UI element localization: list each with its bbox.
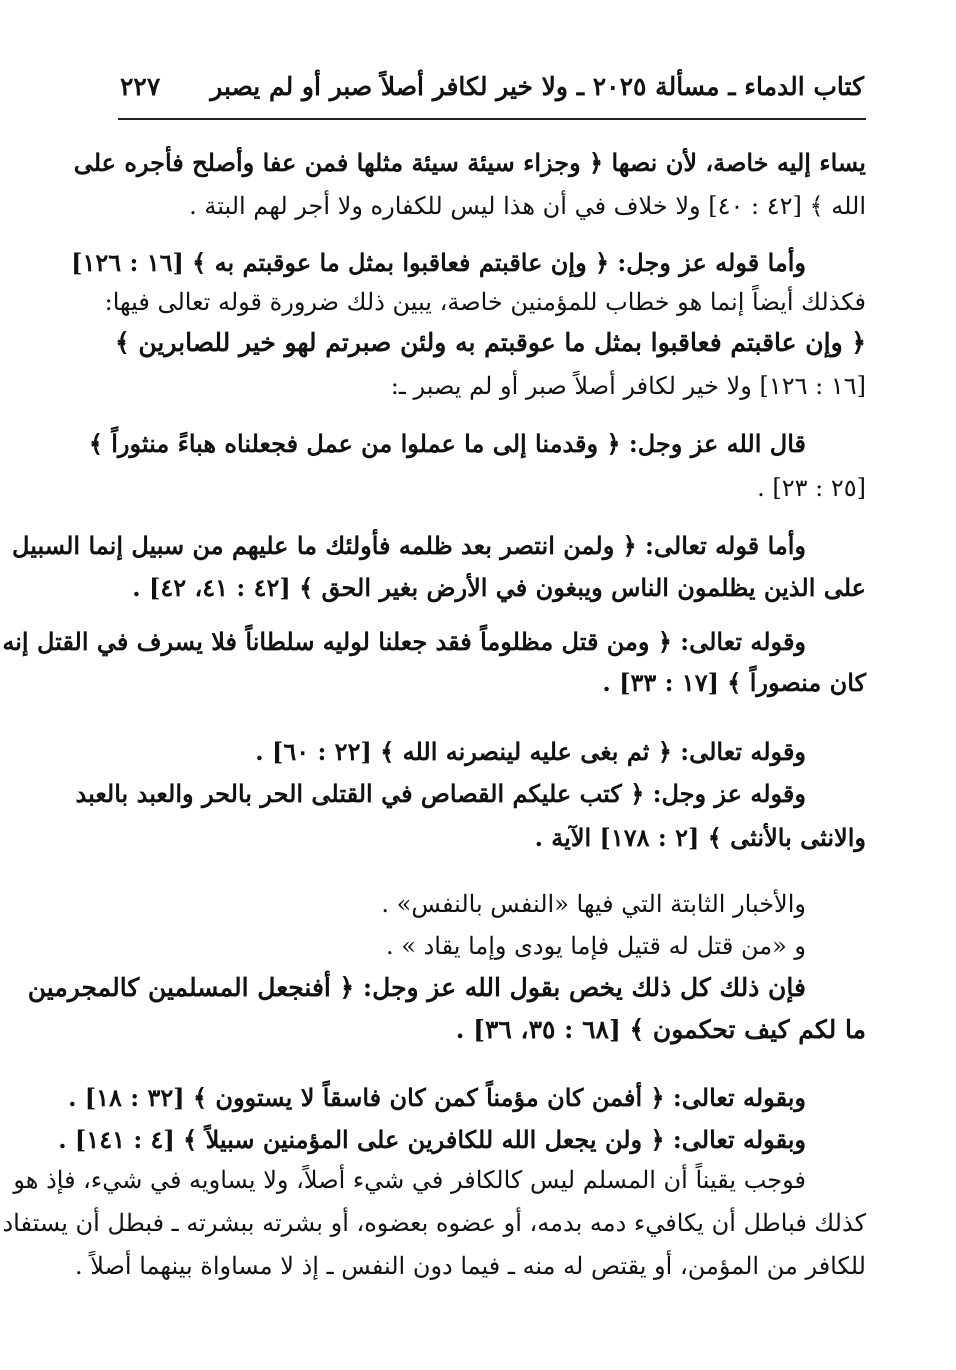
text-line: للكافر من المؤمن، أو يقتص له منه ـ فيما دون النفس ـ إذ لا مساواة بينهما أصلاً . [74,1252,866,1280]
text-line: و «من قتل له قتيل فإما يودى وإما يقاد » . [386,932,806,960]
text-line: كان منصوراً ﴾ [١٧ : ٣٣] . [602,668,866,697]
text-line: فإن ذلك كل ذلك يخص بقول الله عز وجل: ﴿ أفنجعل المسلمين كالمجرمين [27,973,806,1002]
text-line: وقوله تعالى: ﴿ ومن قتل مظلوماً فقد جعلنا لوليه سلطاناً فلا يسرف في القتل إنه [2,627,806,656]
text-line: ﴿ وإن عاقبتم فعاقبوا بمثل ما عوقبتم به ولئن صبرتم لهو خير للصابرين ﴾ [115,328,866,357]
text-line: على الذين يظلمون الناس ويبغون في الأرض بغير الحق ﴾ [٤٢ : ٤١، ٤٢] . [132,573,866,602]
text-line: فكذلك أيضاً إنما هو خطاب للمؤمنين خاصة، يبين ذلك ضرورة قوله تعالى فيها: [104,288,866,316]
header-title: كتاب الدماء ـ مسألة ٢٠٢٥ ـ ولا خير لكافر أصلاً صبر أو لم يصبر [210,71,864,101]
text-line: وقوله عز وجل: ﴿ كتب عليكم القصاص في القتلى الحر بالحر والعبد بالعبد [75,779,806,808]
text-line: وبقوله تعالى: ﴿ أفمن كان مؤمناً كمن كان فاسقاً لا يستوون ﴾ [٣٢ : ١٨] . [68,1083,806,1112]
page-number: ٢٢٧ [120,71,161,101]
text-line: فوجب يقيناً أن المسلم ليس كالكافر في شيء أصلاً، ولا يساويه في شيء، فإذ هو [13,1166,806,1194]
text-line: [٢٥ : ٢٣] . [757,474,866,502]
text-line: والانثى بالأنثى ﴾ [٢ : ١٧٨] الآية . [534,823,866,852]
text-line: [١٦ : ١٢٦] ولا خير لكافر أصلاً صبر أو لم يصبر ـ: [390,372,866,400]
text-line: كذلك فباطل أن يكافيء دمه بدمه، أو عضوه بعضوه، أو بشرته ببشرته ـ فبطل أن يستفاد [2,1209,866,1237]
header-rule [118,118,866,120]
text-line: يساء إليه خاصة، لأن نصها ﴿ وجزاء سيئة سيئة مثلها فمن عفا وأصلح فأجره على [73,148,866,177]
text-line: الله ﴾ [٤٢ : ٤٠] ولا خلاف في أن هذا ليس للكفاره ولا أجر لهم البتة . [189,192,866,220]
text-line: والأخبار الثابتة التي فيها «النفس بالنفس» . [381,890,806,918]
text-line: وأما قوله عز وجل: ﴿ وإن عاقبتم فعاقبوا بمثل ما عوقبتم به ﴾ [١٦ : ١٢٦] [71,248,806,277]
text-line: وأما قوله تعالى: ﴿ ولمن انتصر بعد ظلمه فأولئك ما عليهم من سبيل إنما السبيل [12,531,806,560]
text-line: وبقوله تعالى: ﴿ ولن يجعل الله للكافرين على المؤمنين سبيلاً ﴾ [٤ : ١٤١] . [58,1125,806,1154]
running-header [120,66,864,106]
text-line: ما لكم كيف تحكمون ﴾ [٦٨ : ٣٥، ٣٦] . [455,1015,866,1044]
text-line: وقوله تعالى: ﴿ ثم بغى عليه لينصرنه الله ﴾ [٢٢ : ٦٠] . [255,737,806,766]
text-line: قال الله عز وجل: ﴿ وقدمنا إلى ما عملوا من عمل فجعلناه هباءً منثوراً ﴾ [88,429,806,458]
